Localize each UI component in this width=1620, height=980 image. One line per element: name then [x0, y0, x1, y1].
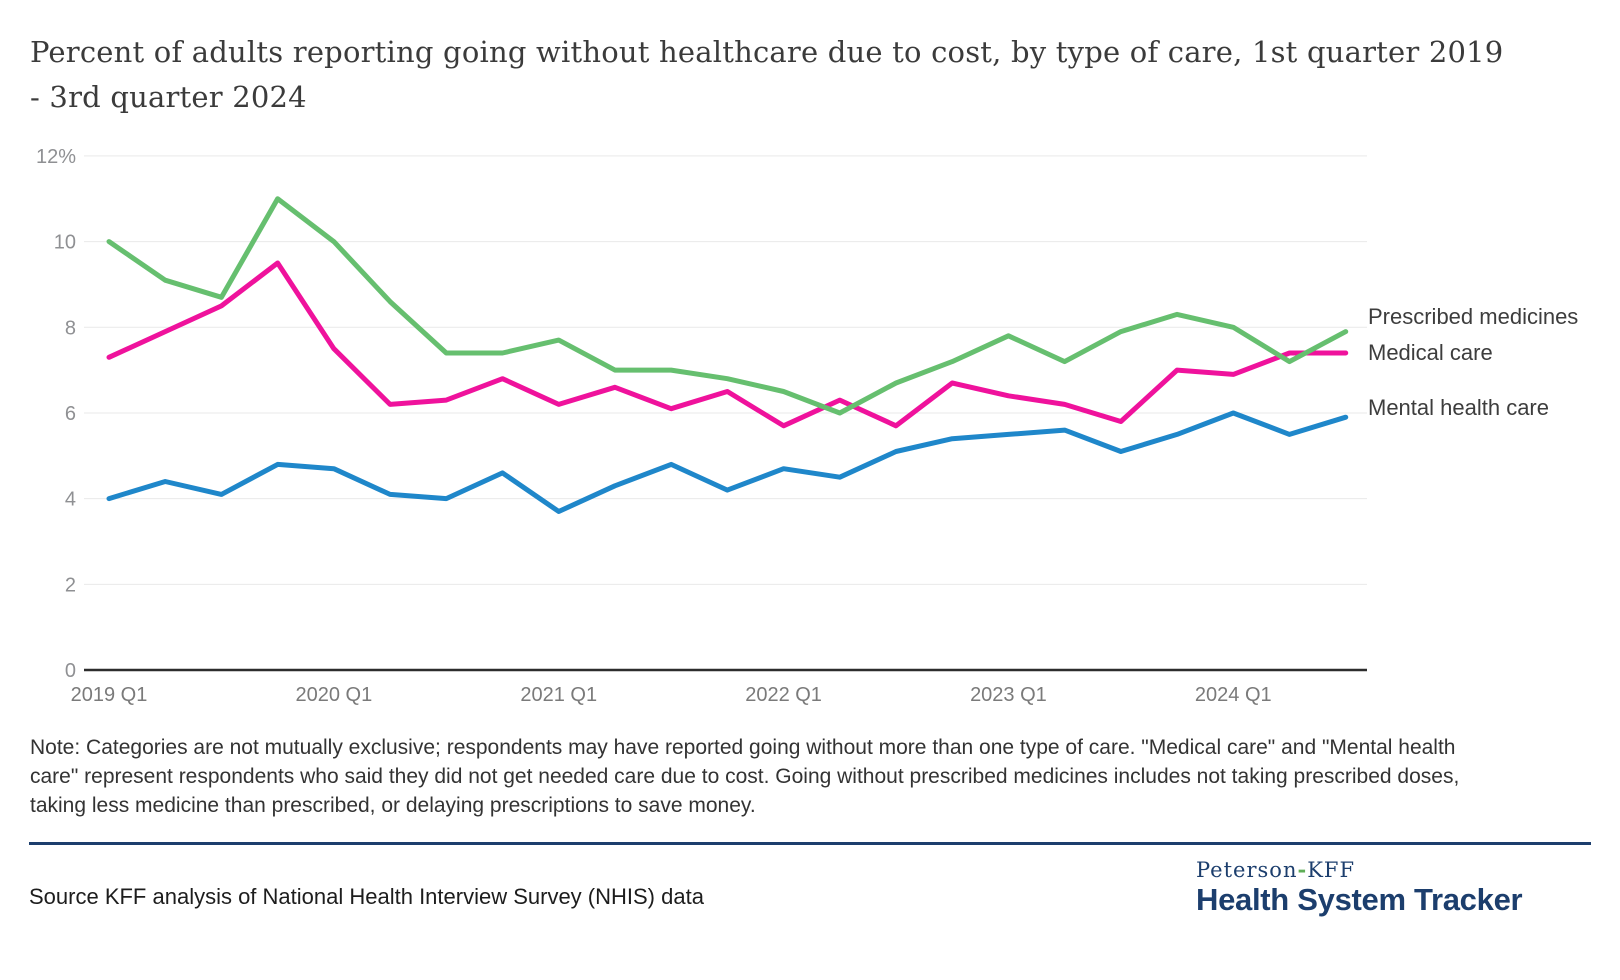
y-tick-label: 10	[53, 231, 76, 254]
x-tick-label: 2019 Q1	[70, 684, 148, 706]
y-tick-label: 12%	[35, 145, 76, 168]
series-line-prescribed-medicines	[109, 199, 1346, 413]
note-text: Note: Categories are not mutually exclusive; respondents may have reported going without more than one type of care. "Medical care" and "Mental health care" represent respondents who said they did not get needed care due to cost. Going without prescribed medicines includes not taking prescribed doses, taking less medicine than prescribed, or delaying prescriptions to save money.	[30, 736, 1460, 817]
y-tick-label: 2	[64, 574, 76, 597]
logo-peterson: Peterson	[1196, 858, 1298, 882]
legend-mental-health-care: Mental health care	[1368, 395, 1549, 420]
logo-peterson-kff	[1196, 858, 1522, 882]
y-tick-label: 0	[64, 660, 76, 682]
x-tick-label: 2023 Q1	[970, 684, 1047, 706]
y-tick-label: 4	[64, 488, 76, 511]
peterson-kff-logo	[1196, 858, 1522, 916]
x-tick-label: 2020 Q1	[295, 684, 373, 706]
y-tick-label: 6	[64, 402, 76, 425]
page-title: Percent of adults reporting going without healthcare due to cost, by type of care, 1st quarter 2019 - 3rd quarter 2024	[30, 35, 1504, 114]
logo-kff: KFF	[1307, 858, 1356, 882]
divider-line	[29, 842, 1591, 845]
legend-medical-care: Medical care	[1368, 340, 1493, 365]
line-chart	[0, 130, 1620, 720]
series-line-mental-health-care	[109, 413, 1346, 512]
y-tick-label: 8	[64, 317, 76, 340]
legend-prescribed-medicines: Prescribed medicines	[1368, 304, 1579, 329]
logo-hyphen: -	[1297, 857, 1308, 882]
x-tick-label: 2021 Q1	[520, 684, 598, 706]
series-line-medical-care	[109, 263, 1346, 426]
x-tick-label: 2024 Q1	[1194, 684, 1272, 706]
source-text: Source KFF analysis of National Health Interview Survey (NHIS) data	[29, 884, 704, 909]
x-tick-label: 2022 Q1	[745, 684, 822, 706]
logo-health-system-tracker: Health System Tracker	[1196, 882, 1523, 917]
